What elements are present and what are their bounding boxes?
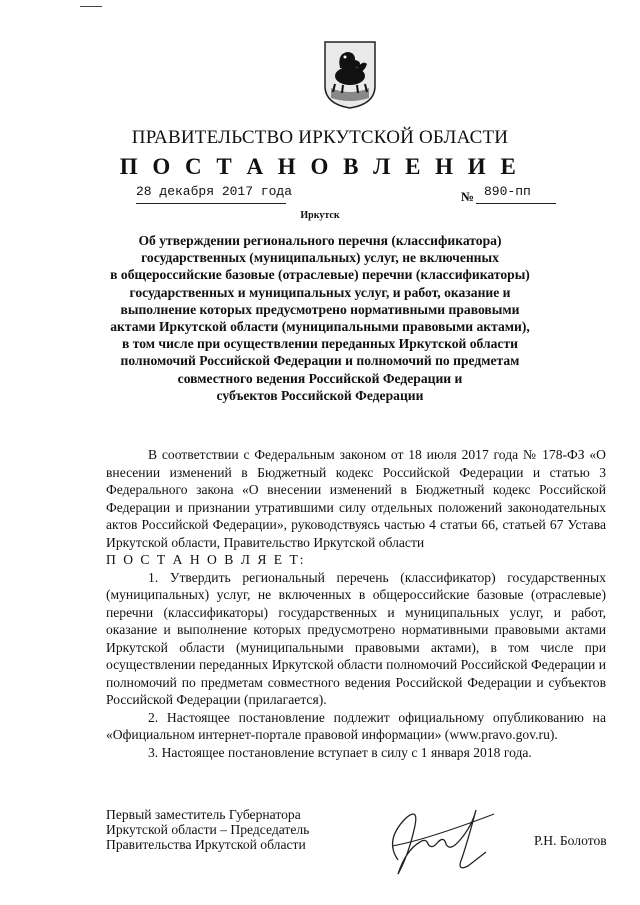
preamble-paragraph: В соответствии с Федеральным законом от 18 июля 2017 года № 178-ФЗ «О внесении изменений в Бюджетный кодекс Российской Федерации и статью 3 Федерального закона «О внесении изменений в Бюджетный кодекс Российской Федерации и признании утратившими силу отдельных положений законодательных актов Российской Федерации», руководствуясь частью 4 статьи 66, статьей 67 Устава Иркутской области, Правительство Иркутской области bbox=[106, 447, 606, 550]
date-underline bbox=[136, 203, 286, 204]
title-line: Об утверждении регионального перечня (классификатора) bbox=[138, 233, 502, 248]
title-line: в общероссийские базовые (отраслевые) перечни (классификаторы) bbox=[110, 267, 530, 283]
decree-heading: П О С Т А Н О В Л Я Е Т: bbox=[106, 552, 306, 567]
title-line: государственных и муниципальных услуг, и работ, оказание и bbox=[129, 284, 511, 300]
document-title bbox=[80, 232, 560, 404]
authority-name: ПРАВИТЕЛЬСТВО ИРКУТСКОЙ ОБЛАСТИ bbox=[131, 127, 509, 148]
item-2-paragraph: 2. Настоящее постановление подлежит официальному опубликованию на «Официальном интернет-портале правовой информации» (www.pravo.gov.ru). bbox=[106, 709, 606, 742]
page-top-mark bbox=[80, 6, 102, 7]
title-line: совместного ведения Российской Федерации и bbox=[177, 370, 463, 386]
number-underline bbox=[476, 203, 556, 204]
coat-of-arms-icon bbox=[323, 40, 377, 110]
document-number: 890-пп bbox=[484, 184, 531, 199]
position-line: Иркутской области – Председатель bbox=[106, 822, 310, 837]
title-line: полномочий Российской Федерации и полномочий по предметам bbox=[120, 353, 520, 369]
title-line: актами Иркутской области (муниципальными правовыми актами), bbox=[110, 319, 530, 335]
city-name: Иркутск bbox=[300, 210, 340, 221]
document-type: П О С Т А Н О В Л Е Н И Е bbox=[119, 154, 521, 179]
title-line: субъектов Российской Федерации bbox=[216, 387, 424, 403]
signatory-position bbox=[106, 807, 309, 852]
position-line: Правительства Иркутской области bbox=[106, 837, 306, 852]
document-body bbox=[106, 446, 606, 761]
handwritten-signature-icon bbox=[376, 800, 506, 880]
signatory-name: Р.Н. Болотов bbox=[534, 833, 607, 848]
number-sign: № bbox=[461, 189, 475, 204]
item-3-paragraph: 3. Настоящее постановление вступает в силу с 1 января 2018 года. bbox=[148, 744, 532, 760]
title-line: выполнение которых предусмотрено нормативными правовыми bbox=[120, 301, 520, 317]
position-line: Первый заместитель Губернатора bbox=[106, 807, 301, 822]
title-line: в том числе при осуществлении переданных Иркутской области bbox=[122, 336, 518, 352]
item-1-paragraph: 1. Утвердить региональный перечень (классификатор) государственных (муниципальных) услуг, не включенных в общероссийские базовые (отраслевые) перечни (классификаторы) государственных и муниципальных услуг, и работ, оказание и выполнение которых предусмотрено нормативными правовыми актами Иркутской области (муниципальными правовыми актами), в том числе при осуществлении переданных Иркутской области полномочий Российской Федерации и полномочий по предметам совместного ведения Российской Федерации и субъектов Российской Федерации (прилагается). bbox=[106, 569, 606, 707]
title-line: государственных (муниципальных) услуг, не включенных bbox=[141, 250, 499, 266]
document-date: 28 декабря 2017 года bbox=[136, 184, 293, 199]
